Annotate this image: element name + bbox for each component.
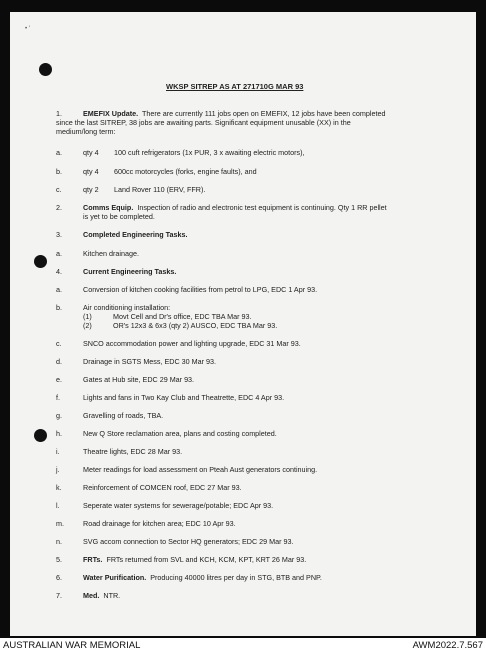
archive-footer xyxy=(0,638,486,653)
item-text: Conversion of kitchen cooking facilities from petrol to LPG, EDC 1 Apr 93. xyxy=(83,285,318,294)
para-number: 6. xyxy=(56,573,62,582)
document-page xyxy=(10,12,476,636)
item-text: Air conditioning installation: xyxy=(83,303,171,312)
item-letter: a. xyxy=(56,148,62,157)
item-letter: f. xyxy=(56,393,60,402)
para-number: 4. xyxy=(56,267,62,276)
item-text: 100 cuft refrigerators (1x PUR, 3 x awaiting electric motors), xyxy=(114,148,305,157)
item-text: New Q Store reclamation area, plans and costing completed. xyxy=(83,429,277,438)
footer-reference: AWM2022.7.567 xyxy=(412,640,483,651)
item-letter: j. xyxy=(56,465,60,474)
para-text: There are currently 111 jobs open on EMEFIX, 12 jobs have been completed xyxy=(142,109,386,118)
item-letter: l. xyxy=(56,501,60,510)
item-qty: qty 2 xyxy=(83,185,99,194)
item-qty: qty 4 xyxy=(83,148,99,157)
document-title: WKSP SITREP AS AT 271710G MAR 93 xyxy=(166,82,304,91)
para-text: FRTs returned from SVL and KCH, KCM, KPT, KRT 26 Mar 93. xyxy=(106,555,307,564)
para-line xyxy=(83,203,451,212)
item-letter: g. xyxy=(56,411,62,420)
para-heading: Current Engineering Tasks. xyxy=(83,267,177,276)
item-text: SVG accom connection to Sector HQ generators; EDC 29 Mar 93. xyxy=(83,537,294,546)
item-letter: d. xyxy=(56,357,62,366)
item-letter: k. xyxy=(56,483,62,492)
item-letter: c. xyxy=(56,185,62,194)
para-text: NTR. xyxy=(103,591,121,600)
para-heading: Med. xyxy=(83,591,100,600)
sub-text: Movt Cell and Dr's office, EDC TBA Mar 93. xyxy=(113,312,252,321)
item-letter: n. xyxy=(56,537,62,546)
para-text: is yet to be completed. xyxy=(83,212,155,221)
item-letter: m. xyxy=(56,519,64,528)
para-line xyxy=(83,591,451,600)
sub-number: (2) xyxy=(83,321,92,330)
item-letter: b. xyxy=(56,167,62,176)
para-line xyxy=(83,555,451,564)
footer-institution: AUSTRALIAN WAR MEMORIAL xyxy=(3,640,141,651)
document-body xyxy=(10,12,476,636)
para-number: 5. xyxy=(56,555,62,564)
para-heading: EMEFIX Update. xyxy=(83,109,139,118)
item-text: Gates at Hub site, EDC 29 Mar 93. xyxy=(83,375,195,384)
para-line xyxy=(83,109,451,118)
item-text: 600cc motorcycles (forks, engine faults), and xyxy=(114,167,257,176)
item-letter: e. xyxy=(56,375,62,384)
item-letter: a. xyxy=(56,249,62,258)
item-text: Drainage in SGTS Mess, EDC 30 Mar 93. xyxy=(83,357,217,366)
para-heading: Comms Equip. xyxy=(83,203,134,212)
para-number: 2. xyxy=(56,203,62,212)
paper-specks: • ' xyxy=(25,26,30,32)
para-number: 1. xyxy=(56,109,62,118)
item-text: Road drainage for kitchen area; EDC 10 Apr 93. xyxy=(83,519,236,528)
item-text: Theatre lights, EDC 28 Mar 93. xyxy=(83,447,183,456)
item-letter: a. xyxy=(56,285,62,294)
item-text: SNCO accommodation power and lighting upgrade, EDC 31 Mar 93. xyxy=(83,339,301,348)
item-letter: b. xyxy=(56,303,62,312)
item-text: Gravelling of roads, TBA. xyxy=(83,411,164,420)
item-qty: qty 4 xyxy=(83,167,99,176)
item-letter: h. xyxy=(56,429,62,438)
para-line xyxy=(83,573,451,582)
para-text: since the last SITREP, 38 jobs are awaiting parts. Significant equipment unusable (XX) in the xyxy=(56,118,351,127)
para-heading: Completed Engineering Tasks. xyxy=(83,230,188,239)
para-heading: Water Purification. xyxy=(83,573,147,582)
para-number: 3. xyxy=(56,230,62,239)
item-text: Land Rover 110 (ERV, FFR). xyxy=(114,185,206,194)
item-text: Reinforcement of COMCEN roof, EDC 27 Mar 93. xyxy=(83,483,242,492)
item-letter: c. xyxy=(56,339,62,348)
para-heading: FRTs. xyxy=(83,555,103,564)
sub-text: OR's 12x3 & 6x3 (qty 2) AUSCO, EDC TBA Mar 93. xyxy=(113,321,278,330)
para-text: Inspection of radio and electronic test equipment is continuing. Qty 1 RR pellet xyxy=(137,203,387,212)
para-text: Producing 40000 litres per day in STG, BTB and PNP. xyxy=(150,573,322,582)
sub-number: (1) xyxy=(83,312,92,321)
item-text: Kitchen drainage. xyxy=(83,249,139,258)
para-text: medium/long term: xyxy=(56,127,116,136)
para-number: 7. xyxy=(56,591,62,600)
item-text: Seperate water systems for sewerage/potable; EDC Apr 93. xyxy=(83,501,274,510)
item-text: Meter readings for load assessment on Pteah Aust generators continuing. xyxy=(83,465,318,474)
item-text: Lights and fans in Two Kay Club and Theatrette, EDC 4 Apr 93. xyxy=(83,393,285,402)
item-letter: i. xyxy=(56,447,60,456)
